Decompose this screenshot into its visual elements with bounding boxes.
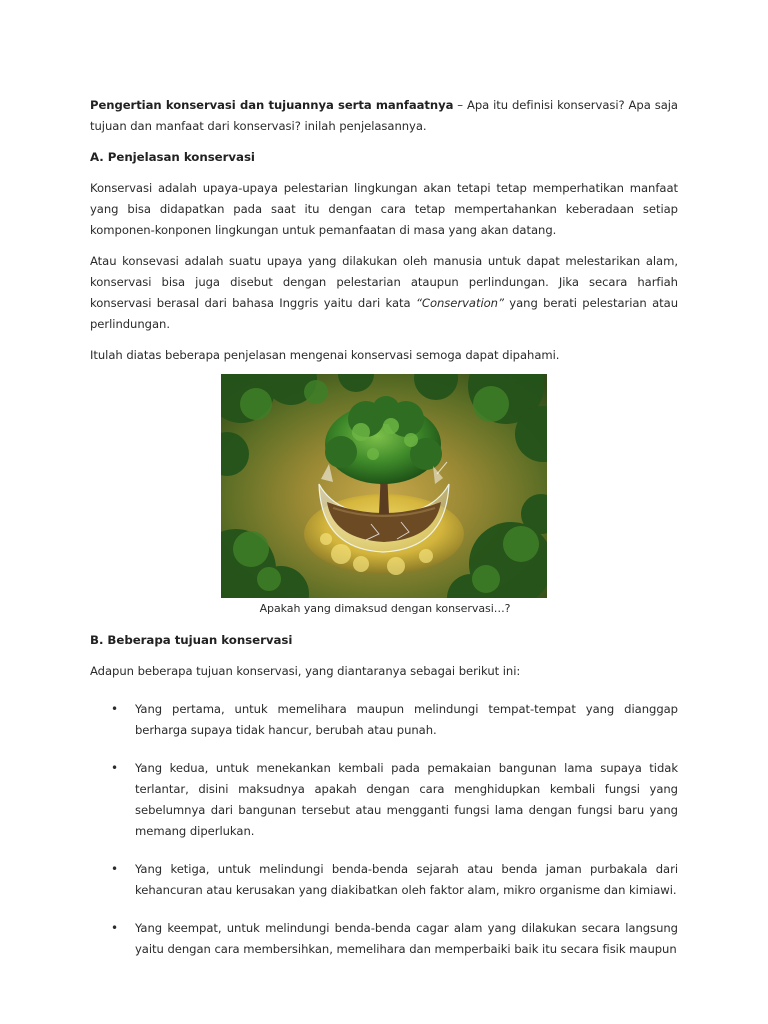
section-a-paragraph-3: Itulah diatas beberapa penjelasan mengenai konservasi semoga dapat dipahami. xyxy=(90,348,560,362)
goals-list xyxy=(90,699,678,960)
list-item xyxy=(90,859,678,901)
bullet-icon: • xyxy=(111,702,119,716)
paragraph-2-text-before: Atau konsevasi adalah suatu upaya yang dilakukan oleh manusia untuk dapat melestarikan alam, konservasi bisa juga disebut dengan pelestarian ataupun perlindungan. Jika secara harfiah konservasi berasal dari bahasa Inggris yaitu dari kata xyxy=(90,254,678,310)
document-page xyxy=(90,95,678,977)
bullet-icon: • xyxy=(111,921,119,935)
paragraph-2-text-after: yang berati pelestarian atau perlindungan. xyxy=(90,296,678,331)
list-item xyxy=(90,758,678,842)
list-item xyxy=(90,699,678,741)
list-item-text: Yang pertama, untuk memelihara maupun melindungi tempat-tempat yang dianggap berharga supaya tidak hancur, berubah atau punah. xyxy=(135,702,678,737)
section-a-paragraph-1: Konservasi adalah upaya-upaya pelestarian lingkungan akan tetapi tetap memperhatikan manfaat yang bisa didapatkan pada saat itu dengan cara tetap mempertahankan keberadaan setiap komponen-konponen lingkungan untuk pemanfaatan di masa yang akan datang. xyxy=(90,181,678,237)
tree-in-broken-glass-image xyxy=(221,374,547,598)
intro-text: – Apa itu definisi konservasi? Apa saja tujuan dan manfaat dari konservasi? inilah penjelasannya. xyxy=(90,98,678,133)
intro-title: Pengertian konservasi dan tujuannya serta manfaatnya xyxy=(90,98,454,112)
list-item-text: Yang kedua, untuk menekankan kembali pada pemakaian bangunan lama supaya tidak terlantar, disini maksudnya apakah dengan cara menghidupkan kembali fungsi yang sebelumnya dari bangunan tersebut atau mengganti fungsi lama dengan fungsi baru yang memang diperlukan. xyxy=(135,761,678,838)
bullet-icon: • xyxy=(111,862,119,876)
section-b-lead: Adapun beberapa tujuan konservasi, yang diantaranya sebagai berikut ini: xyxy=(90,664,521,678)
section-a-heading: A. Penjelasan konservasi xyxy=(90,150,255,164)
conservation-term: “Conservation” xyxy=(415,296,504,310)
section-a-paragraph-2 xyxy=(90,251,678,335)
figure-caption: Apakah yang dimaksud dengan konservasi…? xyxy=(259,602,511,615)
list-item-text: Yang ketiga, untuk melindungi benda-benda sejarah atau benda jaman purbakala dari kehancuran atau kerusakan yang diakibatkan oleh faktor alam, mikro organisme dan kimiawi. xyxy=(135,862,678,897)
bullet-icon: • xyxy=(111,761,119,775)
list-item xyxy=(90,918,678,960)
list-item-text: Yang keempat, untuk melindungi benda-benda cagar alam yang dilakukan secara langsung yaitu dengan cara membersihkan, memelihara dan memperbaiki baik itu secara fisik maupun xyxy=(135,921,678,956)
figure xyxy=(90,374,678,617)
section-b-heading: B. Beberapa tujuan konservasi xyxy=(90,633,293,647)
intro-paragraph xyxy=(90,95,678,137)
figure-illustration xyxy=(221,374,547,598)
